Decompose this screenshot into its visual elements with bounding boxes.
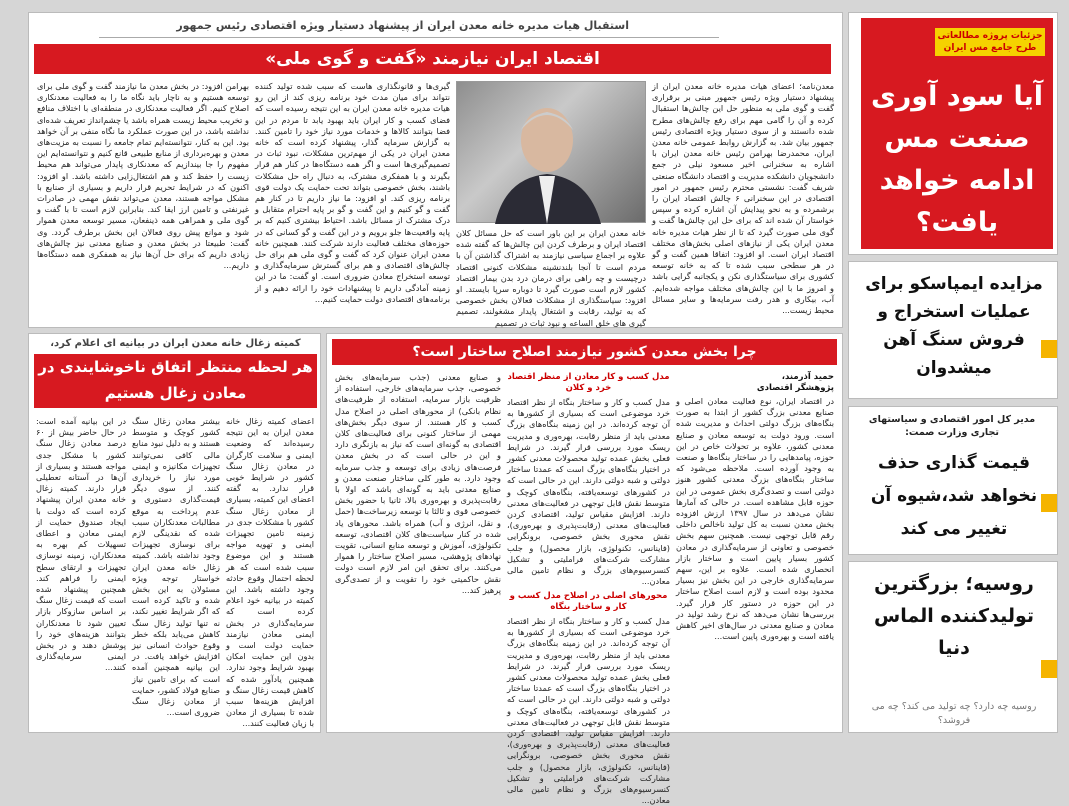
lead-column-2: گیری‌ها و قانونگذاری هاست که سبب شده تولید کننده نتواند برای میان مدت خود برنامه ریزی کند از این رو هیات مدیره خانه معدن ایران به این نتیجه رسیده است که فضای کسب و کار ایران باید بهبود یابد تا مردم در این فضا بتوانند کالاها و خدمات مورد نیاز خود را تامین کنند. به گزارش سرمایه گذار، پیشنهاد کرده است که خانه معدن ایران در یکی از مهم‌ترین مشکلات، نبود ثبات در تصمیم‌گیری‌ها است و اگر همه دستگاه‌ها در کنار هم قرار بگیرند و با همفکری مشترک، به دنبال راه حل مشکلات باشند، بخش خصوصی بتواند تحت حمایت یک دولت قوی برنامه ریزی کند. او افزود: ما نیاز داریم تا در کنار هم گفت و گو کنیم و این گفت و گو بر پایه احترام متقابل و درک مشترک از مسائل باشد. احتیاط بیشتری کنیم که بر پایه واقعیت‌ها جلو برویم و در این گفت و گو کسانی که در حوزه‌های مختلف فعالیت دارند شرکت کنند. همچنین خانه معدن ایران عنوان کرد که گفت و گوی ملی هم برای حل چالش‌های اقتصادی و هم برای گسترش سرمایه‌گذاری و توسعه استخراج معادن ضروری است. او گفت: ما در این زمینه آمادگی داریم تا پیشنهادات خود را ارائه دهیم و از برنامه‌های اقتصادی دولت حمایت کنیم... bbox=[255, 81, 450, 304]
sidebar-box-russia[interactable] bbox=[848, 561, 1058, 733]
impasco-title: مزایده ایمپاسکو برای عملیات استخراج و فروش سنگ آهن میشدوان bbox=[865, 274, 1043, 378]
pricing-kicker: مدیر کل امور اقتصادی و سیاستهای تجاری وزارت صمت: bbox=[868, 414, 1036, 438]
coal-column-3: در این بیانیه آمده است: در حال حاضر بیش از ۶۰ درصد معادن زغال سنگ کشور با مشکل جدی مواجه هستند و بسیاری از آن‌ها در آستانه تعطیلی قرار دارند. کمیته زغال خانه معدن ایران پیشنهاد کرده است که دولت با ایجاد صندوق حمایت از ایمنی معادن و اعطای تسهیلات کم بهره به معدنکاران، زمینه نوسازی تجهیزات و ارتقای سطح ایمنی را فراهم کند. همچنین پیشنهاد شده است که قیمت زغال سنگ بر اساس سازوکار بازار تعیین شود تا معدنکاران بتوانند هزینه‌های خود را پوشش دهند و در بخش ایمنی سرمایه‌گذاری کنند... bbox=[36, 416, 126, 673]
person-silhouette-icon bbox=[455, 82, 645, 224]
photo-caption: خانه معدن ایران بر این باور است که حل مسائل کلان اقتصاد ایران و برطرف کردن این چالش‌ها که گفته شده علاوه بر اجماع سیاسی نیازمند به اشتراک گذاشتن آن با مردم است تا آنجا بلندنشینه مشکلات کنونی اقتصاد درچیست و چه راهی برای درمان درد بدن بیمار اقتصاد کشور لازم است صورت گیرد تا دوباره سرپا بایستد. او افزود: سیاستگذاری از مشکلات فعالان بخش خصوصی که به تولید، رقابت و اشتغال پایدار مشغولند، تصمیم گیری های خلق الساعه و نبود ثبات در تصمیم bbox=[456, 228, 646, 328]
russia-title: روسیه؛ بزرگترین تولیدکننده الماس دنیا bbox=[873, 573, 1034, 659]
coal-column-1: اعضای کمیته زغال خانه معدن ایران به این نتیجه رسیده‌اند که وضعیت ایمنی و سلامت کارگران در معادن زغال سنگ کشور در شرایط خوبی قرار ندارد. به گفته اعضای این کمیته، بسیاری از معادن زغال سنگ کشور با مشکلات جدی در زمینه تامین تجهیزات ایمنی و تهویه مواجه هستند و این موضوع سبب شده است که هر لحظه احتمال وقوع حادثه وجود داشته باشد. این کمیته در بیانیه خود اعلام کرده است که سرمایه‌گذاری در بخش ایمنی معادن نیازمند حمایت دولت است و بدون این حمایت امکان بهبود شرایط وجود ندارد. همچنین یادآور شده که کاهش قیمت زغال سنگ و افزایش هزینه‌ها سبب شده تا بسیاری از معادن با زیان فعالیت کنند... bbox=[225, 416, 314, 729]
mining-column-3: و صنایع معدنی (جذب سرمایه‌های بخش خصوصی، جذب سرمایه‌های خارجی، استفاده از ظرفیت بازار سرمایه، استفاده از ظرفیت‌های نظام بانکی) از محورهای اصلی در اصلاح مدل کسب و کار هستند. از سوی دیگر بخش‌های مهمی از ساختار کنونی برای فعالیت‌های کلان اقتصادی به گونه‌ای است که نیاز به بازنگری دارد و این در حالی است که در بخش معدن فرصت‌های زیادی برای توسعه و جذب سرمایه وجود دارد. به طور کلی ساختار صنعت معدن و صنایع معدنی باید به گونه‌ای باشد که اولا با رقابت‌پذیری و بهره‌وری بالا، ثانیا با حضور بخش خصوصی قوی و ثالثا با توسعه زیرساخت‌ها (حمل و نقل، انرژی و آب) همراه باشد. محورهای یاد شده در کنار سیاست‌های کلان اقتصادی، توسعه تکنولوژی، آموزش و توسعه منابع انسانی، تقویت نهادهای پژوهشی، مسیر اصلاح ساختار را هموار می‌کنند. برای تحقق این امر لازم است دولت نقش حاکمیتی خود را تقویت و از تصدی‌گری پرهیز کند... bbox=[335, 372, 501, 595]
bullet-marker-2 bbox=[1041, 494, 1057, 512]
coal-kicker: کمیته زغال خانه معدن ایران در بیانیه ای اعلام کرد، bbox=[50, 338, 301, 349]
coal-title bbox=[34, 354, 317, 408]
sidebar-box-copper[interactable] bbox=[848, 12, 1058, 255]
pricing-title: قیمت گذاری حذف نخواهد شد،شیوه آن تغییر می کند bbox=[870, 453, 1038, 539]
copper-kicker bbox=[935, 28, 1045, 56]
subheading-2: محورهای اصلی در اصلاح مدل کسب و کار و ساختار بنگاه bbox=[509, 591, 668, 612]
russia-subline: روسیه چه دارد؟ چه تولید می کند؟ چه می فروشد؟ bbox=[871, 701, 1037, 726]
lead-story bbox=[28, 12, 843, 328]
lead-title bbox=[34, 44, 831, 74]
sidebar-box-impasco[interactable] bbox=[848, 261, 1058, 399]
mining-column-1 bbox=[676, 372, 834, 727]
copper-kicker-text: جزئیات پروژه مطالعاتی طرح جامع مس ایران bbox=[937, 31, 1043, 53]
author-name: حمید آذرمند، bbox=[781, 372, 834, 382]
mining-title bbox=[332, 339, 837, 365]
divider bbox=[99, 37, 719, 38]
lead-photo-area bbox=[456, 81, 646, 328]
mining-title-text: چرا بخش معدن کشور نیازمند اصلاح ساختار است؟ bbox=[412, 344, 757, 360]
bullet-marker-3 bbox=[1041, 660, 1057, 678]
copper-title: آیا سود آوری صنعت مس ادامه خواهد یافت؟ bbox=[871, 81, 1043, 238]
lead-column-1: معدن‌نامه؛ اعضای هیات مدیره خانه معدن ایران از پیشنهاد دستیار ویژه رئیس جمهور مبنی بر برقراری گفت و گوی ملی به منظور حل این چالش‌ها استقبال کرده و آن را گامی مهم برای رفع چالش‌های مطرح شده دانستند و از سوی دستیار ویژه اقتصادی رئیس جمهور بیان شد. به گزارش روابط عمومی خانه معدن ایران، محمدرضا بهرامن رئیس خانه معدن ایران با اشاره به سخنرانی اخیر مسعود نیلی در جمع دانشجویان دانشکده مدیریت و اقتصاد دانشگاه صنعتی شریف گفت: نشستی محترم رئیس جمهور در امور اقتصادی در این سخنرانی ۶ چالش اقتصاد ایران را برشمرده و به نحو پیدایش آن اشاره کرده و سپس خواستار آن شده اند که برای حل این چالش‌ها گفت و گوی ملی صورت گیرد که تا از نظر هیات مدیره خانه معدن ایران یکی از نیازهای اصلی بخش‌های مختلف اقتصاد ایران است. او افزود: اتفاقا همین گفت و گو در هر سطحی سبب شده تا که به خانه توسعه کشوری برای سیاستگذاری نکن و یکجانبه گرایی باشد و امروز ما با این چالش‌های مختلف مواجه شده‌ایم. آب، بیکاری و هدر رفت سرمایه‌ها و سایر مسائل محیط زیست... bbox=[652, 81, 834, 316]
coal-column-2: بیشتر معادن زغال سنگ کشور کوچک و متوسط هستند و به دلیل نبود منابع مالی کافی نمی‌توانند تجهیزات مکانیزه و ایمنی مورد نیاز را خریداری کنند. از سوی دیگر قیمت‌گذاری دستوری و عدم پرداخت به موقع مطالبات معدنکاران سبب شده که نقدینگی لازم برای نوسازی تجهیزات وجود نداشته باشد. کمیته زغال خانه معدن ایران خواستار توجه ویژه مسئولان به این بخش شده و تاکید کرده است که اگر شرایط تغییر نکند، نه تنها تولید زغال سنگ کاهش می‌یابد بلکه خطر وقوع حوادث انسانی نیز افزایش خواهد یافت. در این بیانیه همچنین آمده است که برای تامین نیاز صنایع فولاد کشور، حمایت از معادن زغال سنگ ضروری است... bbox=[132, 416, 220, 718]
mining-column-1-text: در اقتصاد ایران، نوع فعالیت معادن اصلی و صنایع معدنی بزرگ کشور از ابتدا به صورت بنگاه‌های بزرگ دولتی احداث و مدیریت شده است. ورود دولت به توسعه معادن و صنایع معدنی کشور، علاوه بر تحولات خاص در این حوزه، پیامدهایی را در ساختار بنگاه‌ها و صنعت به وجود آورده است. ملاحظه می‌شود که ساختار بنگاه‌های بزرگ معدنی کشور هنوز دولتی است و تصدی‌گری بخش عمومی در این حوزه قابل مشاهده است. در حالی که آمارها نشان می‌دهد در سال ۱۳۹۷ ارزش افزوده بخش معدن نسبت به کل تولید ناخالص داخلی رقم قابل توجهی نیست. همچنین سهم بخش خصوصی و تعاونی از سرمایه‌گذاری در معادن کشور بسیار پایین است و ساختار بازار انحصاری شده است. علاوه بر این، سهم سرمایه‌گذاری خارجی در این بخش نیز بسیار محدود بوده است و لازم است اصلاح ساختار در این حوزه در دستور کار قرار گیرد. بررسی‌ها نشان می‌دهد که نرخ رشد تولید در معادن و صنایع معدنی در سال‌های اخیر کاهش یافته است و بهره‌وری پایین است... bbox=[676, 396, 834, 642]
author-role: پژوهشگر اقتصادی bbox=[756, 383, 834, 393]
portrait-photo bbox=[456, 81, 646, 223]
lead-kicker: استقبال هیات مدیره خانه معدن ایران از پیشنهاد دستیار ویژه اقتصادی رئیس جمهور bbox=[176, 19, 629, 32]
sidebar-box-pricing[interactable] bbox=[848, 406, 1058, 555]
lead-column-3: بهرامن افزود: در بخش معدن ما نیازمند گفت و گوی ملی برای توسعه هستیم و به ناچار باید نگاه ما را به فعالیت معدنکاری اصلاح کنیم. اگر فعالیت معدنکاری در منطقه‌ای با اختلاف منافع و تخریب محیط زیست همراه باشد یا چشم‌انداز تعریف شده‌ای نداشته باشد، در این صورت عملکرد ما نگاه منفی بر آن خواهد بود. این به کنار، نتوانسته‌ایم تمام جامعه را نسبت به مزیت‌های معدن و بهره‌برداری از منابع طبیعی قانع کنیم و نتوانسته‌ایم این مفهوم را جا بیندازیم که معدنکاری پایدار می‌تواند هم محیط زیست را حفظ کند و هم اشتغال‌زایی داشته باشد. او افزود: اکنون که در شرایط تحریم قرار داریم و بسیاری از صنایع با مشکل مواجه هستند، معدن می‌تواند نقش مهمی در صادرات غیرنفتی و تامین ارز ایفا کند. بنابراین لازم است تا با گفت و گوی ملی و همراهی همه ذینفعان، مسیر توسعه معدن هموار شود و موانع پیش روی فعالان این بخش برطرف گردد. وی گفت: طبیعتا در بخش معدن و صنایع معدنی نیز چالش‌های زیادی داریم که برای حل آن‌ها نیاز به همفکری همه دستگاه‌ها داریم... bbox=[37, 81, 249, 271]
coal-title-line-2: معادن زغال هستیم bbox=[104, 384, 247, 402]
subheading-1: مدل کسب و کار معادن از منظر اقتصاد خرد و کلان bbox=[507, 372, 670, 393]
mining-column-2 bbox=[507, 372, 670, 806]
coal-story bbox=[28, 333, 321, 733]
mining-column-2-text: مدل کسب و کار و ساختار بنگاه از نظر اقتصاد خرد موضوعی است که بسیاری از کشورها به آن توجه کرده‌اند. در این زمینه بنگاه‌های بزرگ معدنی باید از منظر رقابت، بهره‌وری و مدیریت ریسک مورد بررسی قرار گیرند. در شرایط فعلی بخش عمده تولید محصولات معدنی کشور در اختیار بنگاه‌های بزرگ است که عمدتا ساختار دولتی و شبه دولتی دارند. این در حالی است که در کشورهای توسعه‌یافته، بنگاه‌های کوچک و متوسط نقش قابل توجهی در فعالیت‌های معدنی دارند. افزایش مقیاس تولید، اقتصادی کردن فعالیت‌های معدنی (رقابت‌پذیری و بهره‌وری)، نقش محوری بخش خصوصی، برونگرایی (فاینانس، تکنولوژی، بازار محصول) و جلب مشارکت شرکت‌های فراملیتی و تشکیل کنسرسیوم‌های بزرگ و نظام تامین مالی معادن... bbox=[507, 397, 670, 587]
copper-red-block bbox=[861, 18, 1053, 249]
lead-title-text: اقتصاد ایران نیازمند «گفت و گوی ملی» bbox=[265, 49, 600, 69]
bullet-marker-1 bbox=[1041, 340, 1057, 358]
mining-story bbox=[326, 333, 843, 806]
coal-title-line-1: هر لحظه منتظر اتفاق ناخوشایندی در bbox=[38, 358, 313, 376]
mining-column-2-text-b: مدل کسب و کار و ساختار بنگاه از نظر اقتصاد خرد موضوعی است که بسیاری از کشورها به آن توجه کرده‌اند. در این زمینه بنگاه‌های بزرگ معدنی باید از منظر رقابت، بهره‌وری و مدیریت ریسک مورد بررسی قرار گیرند. در شرایط فعلی بخش عمده تولید محصولات معدنی کشور در اختیار بنگاه‌های بزرگ است که عمدتا ساختار دولتی و شبه دولتی دارند. این در حالی است که در کشورهای توسعه‌یافته، بنگاه‌های کوچک و متوسط نقش قابل توجهی در فعالیت‌های معدنی دارند. افزایش مقیاس تولید، اقتصادی کردن فعالیت‌های معدنی (رقابت‌پذیری و بهره‌وری)، نقش محوری بخش خصوصی، برونگرایی (فاینانس، تکنولوژی، بازار محصول) و جلب مشارکت شرکت‌های فراملیتی و تشکیل کنسرسیوم‌های بزرگ و نظام تامین مالی معادن... bbox=[507, 616, 670, 806]
